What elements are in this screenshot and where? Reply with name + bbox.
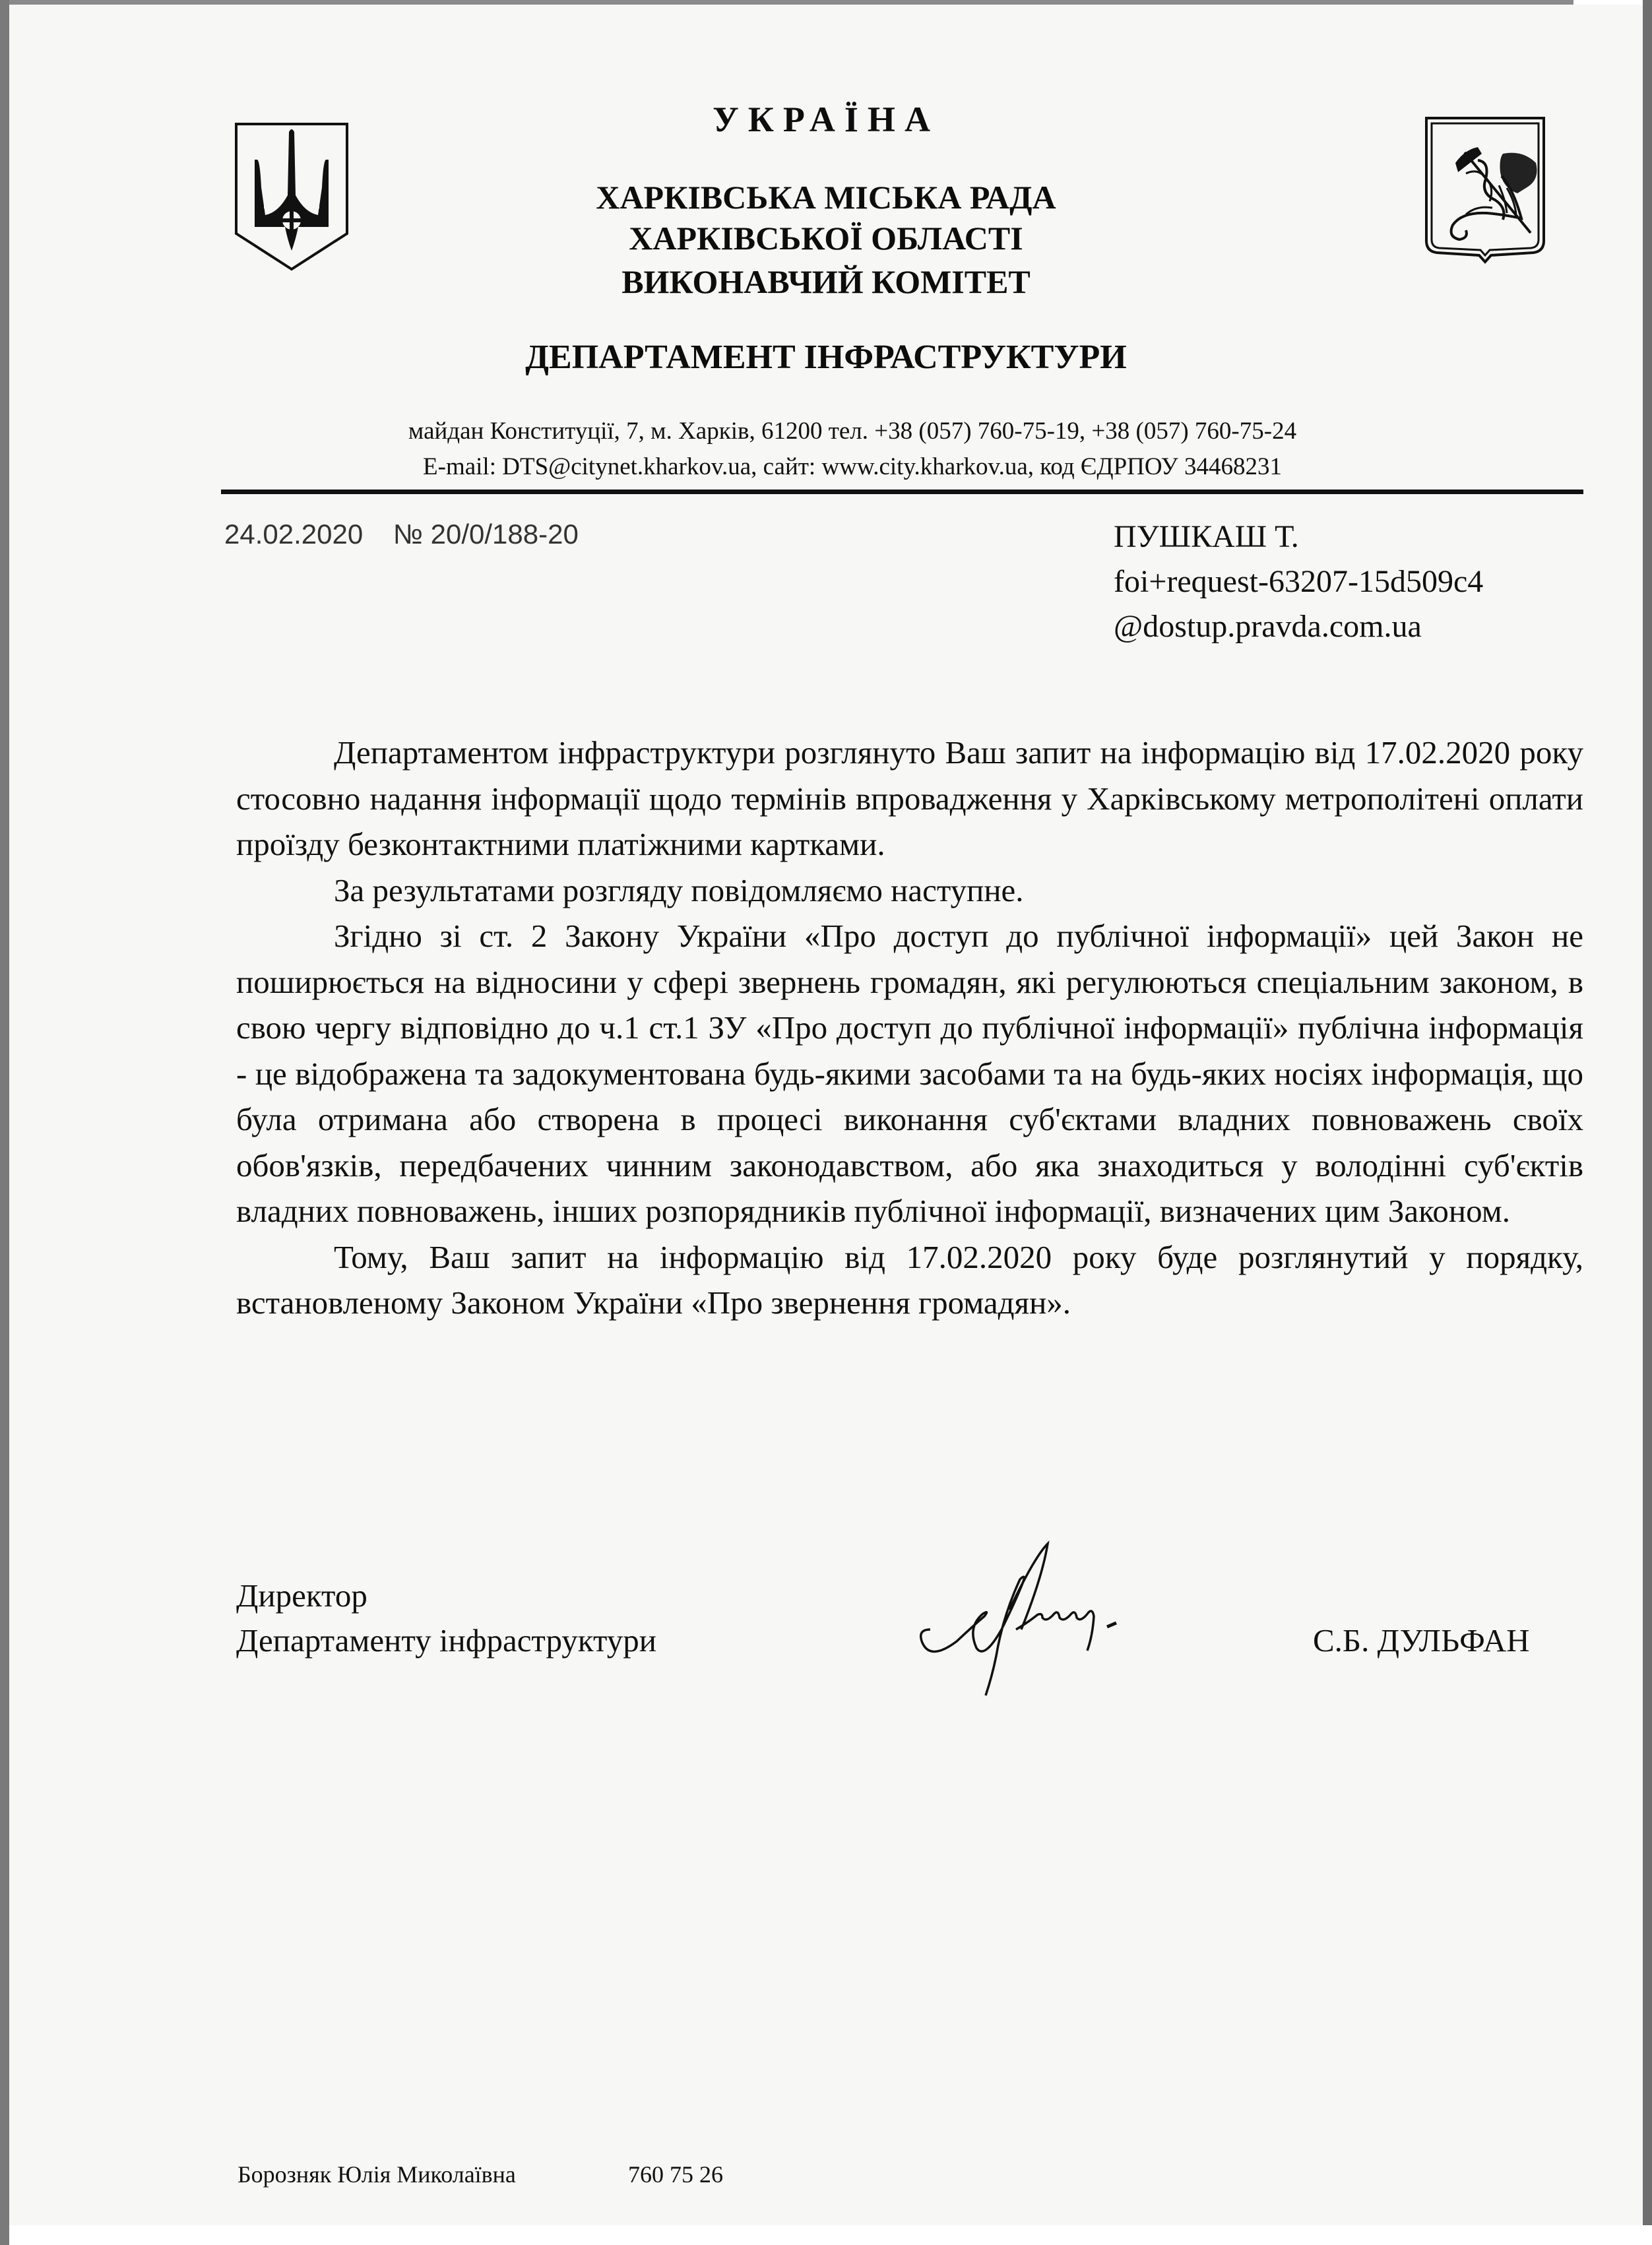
body-paragraph: Тому, Ваш запит на інформацію від 17.02.2020 року буде розглянутий у порядку, встановленому Законом України «Про звернення громадян». (236, 1238, 1583, 1321)
body-paragraph: Згідно зі ст. 2 Закону України «Про доступ до публічної інформації» цей Закон не поширюється на відносини у сфері звернень громадян, які регулюються спеціальним законом, в свою чергу відповідно до ч.1 ст.1 ЗУ «Про доступ до публічної інформації» публічна інформація - це відображена та задокументована будь-якими засобами та на будь-яких носіях інформація, що була отримана або створена в процесі виконання суб'єктами владних повноважень своїх обов'язків, передбачених чинним законодавством, або яка знаходиться у володінні суб'єктів владних повноважень, інших розпорядників публічної інформації, визначених цим Законом. (236, 918, 1583, 1229)
recipient-email-line-1: foi+request-63207-15d509c4 (1114, 564, 1484, 599)
council-heading-line-3: ВИКОНАВЧИЙ КОМІТЕТ (621, 263, 1031, 300)
executor-name: Борозняк Юлія Миколаївна (238, 2161, 516, 2188)
country-heading: УКРАЇНА (713, 100, 939, 139)
contact-email-site: E-mail: DTS@citynet.kharkov.ua, сайт: www.city.kharkov.ua, код ЄДРПОУ 34468231 (423, 453, 1282, 480)
outgoing-number: № 20/0/188-20 (393, 519, 579, 550)
council-heading-line-1: ХАРКІВСЬКА МІСЬКА РАДА (596, 179, 1056, 216)
handwritten-signature-icon (910, 1531, 1240, 1715)
letterhead-divider (221, 490, 1583, 494)
outgoing-date: 24.02.2020 (224, 519, 364, 550)
scan-border-right (1643, 0, 1652, 2225)
scan-border-left (0, 0, 9, 2245)
signatory-title-line-2: Департаменту інфраструктури (236, 1622, 656, 1659)
scan-border-top (0, 0, 1573, 5)
executor-phone: 760 75 26 (628, 2161, 723, 2188)
signatory-title-line-1: Директор (236, 1577, 367, 1614)
body-paragraph: Департаментом інфраструктури розглянуто Ваш запит на інформацію від 17.02.2020 року стосовно надання інформації щодо термінів впровадження у Харківському метрополітені оплати проїзду безконтактними платіжними картками. (236, 734, 1583, 862)
recipient-email-line-2: @dostup.pravda.com.ua (1114, 609, 1422, 644)
letter-body (236, 730, 1583, 1326)
department-heading: ДЕПАРТАМЕНТ ІНФРАСТРУКТУРИ (525, 338, 1127, 376)
outgoing-reference (224, 519, 579, 550)
recipient-name: ПУШКАШ Т. (1114, 519, 1299, 554)
contact-address-phone: майдан Конституції, 7, м. Харків, 61200 тел. +38 (057) 760-75-19, +38 (057) 760-75-24 (408, 418, 1297, 445)
body-paragraph: За результатами розгляду повідомляємо наступне. (334, 871, 1024, 908)
signatory-name: С.Б. ДУЛЬФАН (1313, 1622, 1530, 1659)
council-heading-line-2: ХАРКІВСЬКОЇ ОБЛАСТІ (629, 220, 1023, 257)
